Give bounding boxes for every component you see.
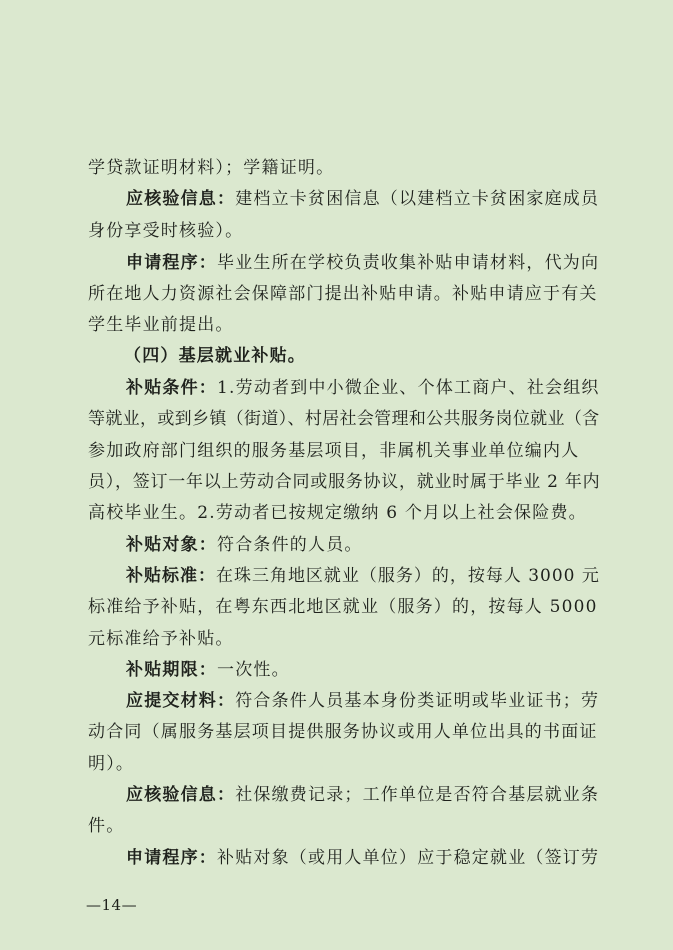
line-text: 学生毕业前提出。 bbox=[88, 315, 234, 335]
text-line bbox=[88, 470, 600, 494]
line-text: 标准给予补贴，在粤东西北地区就业（服务）的，按每人 5000 bbox=[88, 597, 598, 617]
text-line bbox=[88, 501, 587, 525]
line-text: 元标准给予补贴。 bbox=[88, 629, 234, 649]
field-label: 补贴标准： bbox=[126, 566, 216, 586]
heading-text: （四）基层就业补贴。 bbox=[124, 346, 306, 366]
field-label: 申请程序： bbox=[126, 253, 217, 273]
line-text: 所在地人力资源社会保障部门提出补贴申请。补贴申请应于有关 bbox=[88, 284, 598, 304]
field-text: 符合条件人员基本身份类证明或毕业证书；劳 bbox=[235, 691, 600, 711]
field-label: 补贴条件： bbox=[126, 378, 217, 398]
text-line bbox=[88, 595, 598, 619]
text-line bbox=[88, 627, 234, 651]
page-number: —14— bbox=[86, 896, 138, 914]
paragraph-verification-info bbox=[126, 187, 599, 211]
field-label: 应核验信息： bbox=[126, 189, 236, 209]
field-label: 申请程序： bbox=[126, 848, 217, 868]
line-text: 件。 bbox=[88, 816, 125, 836]
line-text: 高校毕业生。2.劳动者已按规定缴纳 6 个月以上社会保险费。 bbox=[88, 503, 587, 523]
text-line bbox=[88, 752, 134, 776]
text-line bbox=[88, 313, 234, 337]
line-text: 明）。 bbox=[88, 754, 135, 774]
field-text: 社保缴费记录；工作单位是否符合基层就业条 bbox=[235, 785, 600, 805]
text-line bbox=[88, 156, 334, 180]
line-text: 参加政府部门组织的服务基层项目，非属机关事业单位编内人 bbox=[88, 441, 580, 461]
field-text: 补贴对象（或用人单位）应于稳定就业（签订劳 bbox=[217, 848, 600, 868]
paragraph-verification-info-2 bbox=[126, 783, 599, 807]
line-text: 动合同（属服务基层项目提供服务协议或用人单位出具的书面证 bbox=[88, 722, 598, 742]
paragraph-required-materials bbox=[126, 689, 599, 713]
paragraph-subsidy-conditions bbox=[126, 376, 600, 400]
field-text: 建档立卡贫困信息（以建档立卡贫困家庭成员 bbox=[235, 189, 600, 209]
field-text: 符合条件的人员。 bbox=[217, 535, 363, 555]
text-line bbox=[88, 814, 124, 838]
field-text: 在珠三角地区就业（服务）的，按每人 3000 元 bbox=[215, 566, 600, 586]
text-line bbox=[88, 720, 598, 744]
field-label: 补贴期限： bbox=[126, 660, 217, 680]
text-line bbox=[88, 282, 598, 306]
line-text: 员），签订一年以上劳动合同或服务协议，就业时属于毕业 2 年内 bbox=[88, 472, 601, 492]
field-label: 应核验信息： bbox=[126, 785, 236, 805]
paragraph-subsidy-standard bbox=[126, 564, 600, 588]
text-line bbox=[88, 439, 579, 463]
field-label: 应提交材料： bbox=[126, 691, 236, 711]
paragraph-subsidy-period bbox=[126, 658, 290, 682]
text-line bbox=[88, 407, 600, 431]
section-heading bbox=[124, 344, 306, 368]
line-text: 身份享受时核验）。 bbox=[88, 221, 244, 241]
line-text: 等就业，或到乡镇（街道）、村居社会管理和公共服务岗位就业（含 bbox=[88, 409, 600, 429]
field-text: 毕业生所在学校负责收集补贴申请材料，代为向 bbox=[217, 253, 600, 273]
paragraph-subsidy-target bbox=[126, 533, 363, 557]
field-label: 补贴对象： bbox=[126, 535, 217, 555]
line-text: 学贷款证明材料）；学籍证明。 bbox=[88, 158, 335, 178]
paragraph-application-procedure-2 bbox=[126, 846, 599, 870]
paragraph-application-procedure bbox=[126, 251, 599, 275]
text-line bbox=[88, 219, 243, 243]
field-text: 一次性。 bbox=[217, 660, 290, 680]
field-text: 1.劳动者到中小微企业、个体工商户、社会组织 bbox=[217, 378, 600, 398]
